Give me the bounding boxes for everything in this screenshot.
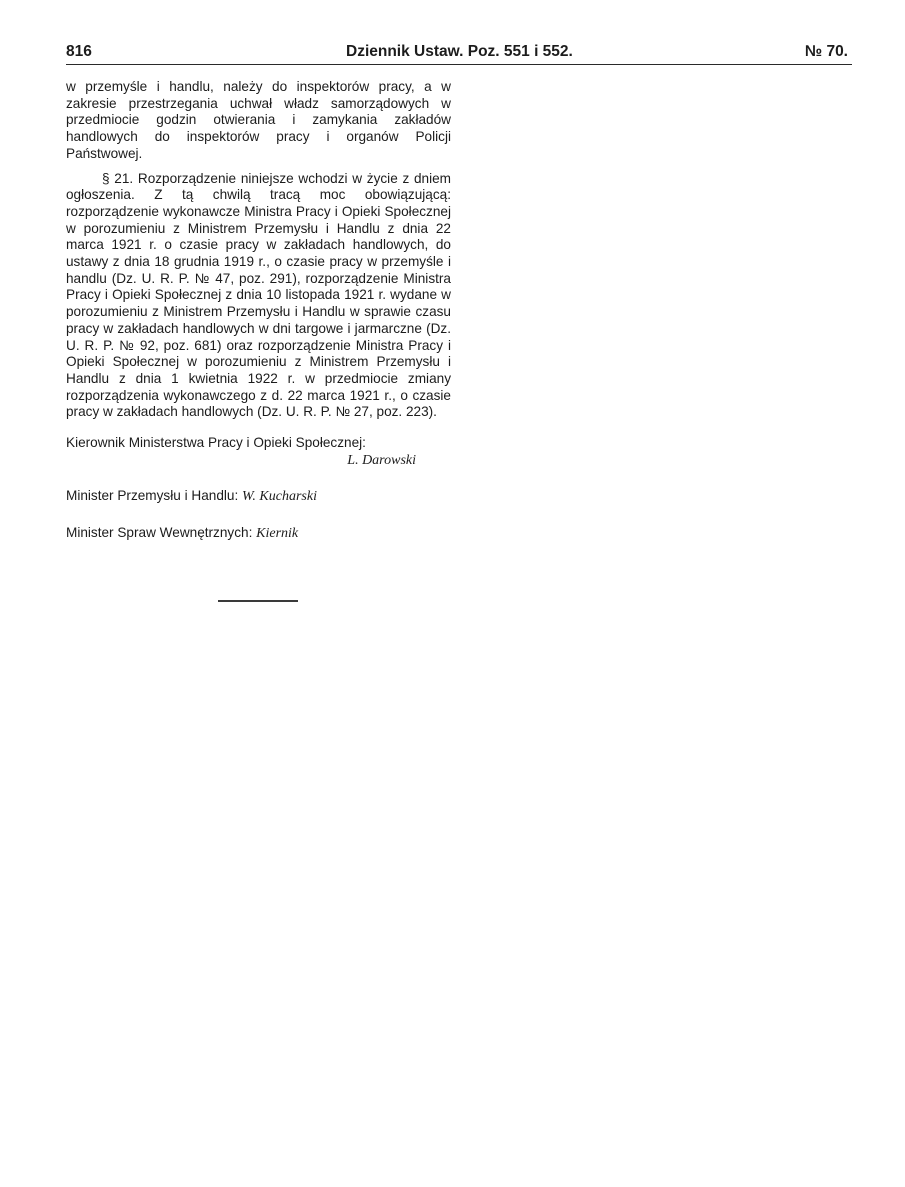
- signature-2-title: Minister Przemysłu i Handlu:: [66, 488, 239, 504]
- header-rule: [66, 64, 852, 65]
- running-title: Dziennik Ustaw. Poz. 551 i 552.: [346, 43, 573, 60]
- page-number: 816: [66, 43, 92, 60]
- signature-3: [66, 525, 451, 543]
- signature-1: [66, 435, 451, 452]
- signature-3-title: Minister Spraw Wewnętrznych:: [66, 525, 253, 541]
- closing-rule: [218, 600, 298, 602]
- signature-1-title: Kierownik Ministerstwa Pracy i Opieki Społecznej:: [66, 435, 366, 451]
- page-header: [66, 40, 852, 64]
- signature-3-name: Kiernik: [256, 526, 299, 542]
- issue-number: № 70.: [804, 43, 848, 60]
- signature-1-name-line: [66, 452, 451, 470]
- signature-1-name: L. Darowski: [347, 452, 416, 468]
- text-column: [66, 79, 451, 543]
- paragraph-continuation: w przemyśle i handlu, należy do inspektorów pracy, a w zakresie przestrzegania uchwał władz samorządowych w przedmiocie godzin otwierania i zamykania zakładów handlowych do inspektorów pracy i organów Policji Państwowej.: [66, 79, 451, 161]
- signature-2: [66, 488, 451, 506]
- signature-2-name: W. Kucharski: [242, 489, 317, 505]
- signature-block: [66, 435, 451, 543]
- paragraph-section-21: § 21. Rozporządzenie niniejsze wchodzi w życie z dniem ogłoszenia. Z tą chwilą tracą moc obowiązującą: rozporządzenie wykonawcze Ministra Pracy i Opieki Społecznej w porozumieniu z Ministrem Przemysłu i Handlu z dnia 22 marca 1921 r. o czasie pracy w zakładach handlowych, do ustawy z dnia 18 grudnia 1919 r., o czasie pracy w przemyśle i handlu (Dz. U. R. P. № 47, poz. 291), rozporządzenie Ministra Pracy i Opieki Społecznej z dnia 10 listopada 1921 r. wydane w porozumieniu z Ministrem Przemysłu i Handlu w sprawie czasu pracy w zakładach handlowych w dni targowe i jarmarczne (Dz. U. R. P. № 92, poz. 681) oraz rozporządzenie Ministra Pracy i Opieki Społecznej w porozumieniu z Ministrem Przemysłu i Handlu z dnia 1 kwietnia 1922 r. w przedmiocie zmiany rozporządzenia wykonawczego z d. 22 marca 1921 r., o czasie pracy w zakładach handlowych (Dz. U. R. P. № 27, poz. 223).: [66, 170, 451, 420]
